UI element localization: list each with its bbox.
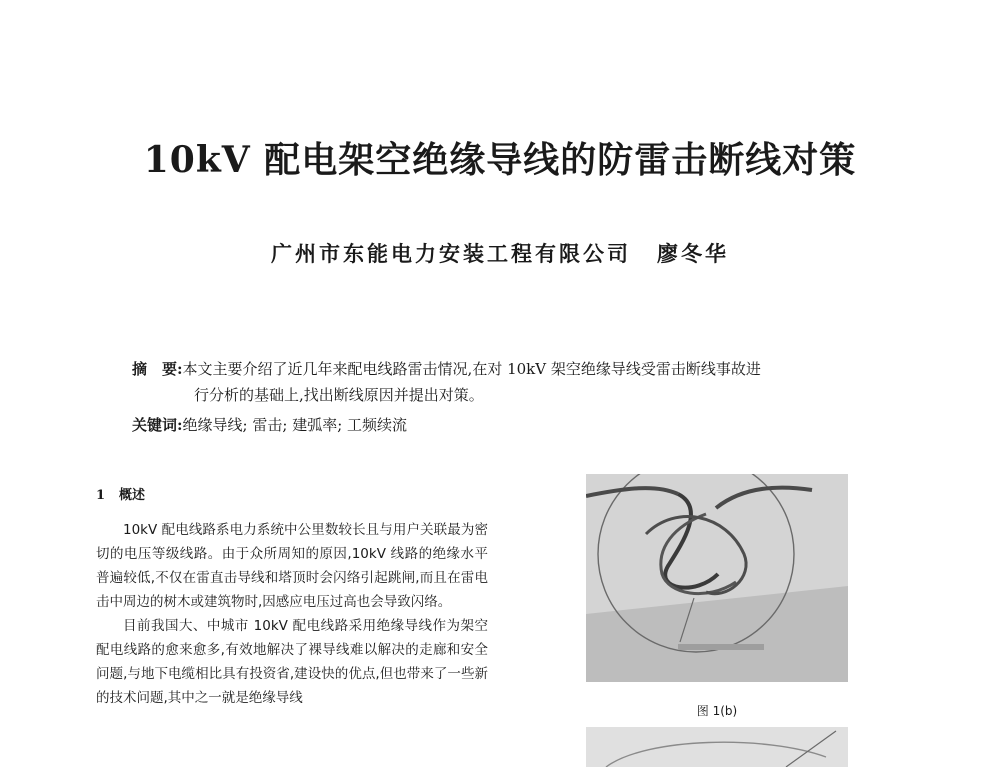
cable-photo-icon — [586, 474, 848, 682]
body-text — [96, 518, 488, 710]
keywords-label: 关键词: — [132, 416, 183, 434]
paper-title: 10kV 配电架空绝缘导线的防雷击断线对策 — [143, 139, 857, 181]
author: 廖冬华 — [657, 241, 729, 266]
keywords — [132, 412, 892, 438]
figure-2-image-partial — [586, 727, 848, 767]
cable-photo-icon — [586, 727, 848, 767]
figure-caption: 图 1(b) — [696, 704, 738, 718]
paragraph-1: 10kV 配电线路系电力系统中公里数较长且与用户关联最为密切的电压等级线路。由于众所周知的原因,10kV 线路的绝缘水平普遍较低,不仅在雷直击导线和塔顶时会闪络引起跳闸,而且在雷电击中周边的树木或建筑物时,因感应电压过高也会导致闪络。 — [96, 522, 488, 610]
section-title: 概述 — [119, 488, 146, 503]
abstract — [132, 356, 892, 408]
section-number: 1 — [96, 488, 106, 503]
paragraph-2: 目前我国大、中城市 10kV 配电线路采用绝缘导线作为架空配电线路的愈来愈多,有效地解决了裸导线难以解决的走廊和安全问题,与地下电缆相比具有投资省,建设快的优点,但也带来了一些新的技术问题,其中之一就是绝缘导线 — [96, 618, 488, 706]
figure-1b-image — [586, 474, 848, 682]
abstract-label: 摘 要: — [132, 360, 183, 378]
keywords-text: 绝缘导线; 雷击; 建弧率; 工频续流 — [182, 416, 408, 434]
abstract-line-1: 本文主要介绍了近几年来配电线路雷击情况,在对 10kV 架空绝缘导线受雷击断线事故进 — [182, 360, 761, 378]
byline — [0, 238, 1000, 268]
abstract-line-2: 行分析的基础上,找出断线原因并提出对策。 — [194, 386, 484, 404]
affiliation: 广州市东能电力安装工程有限公司 — [271, 241, 631, 266]
section-heading — [96, 484, 145, 503]
